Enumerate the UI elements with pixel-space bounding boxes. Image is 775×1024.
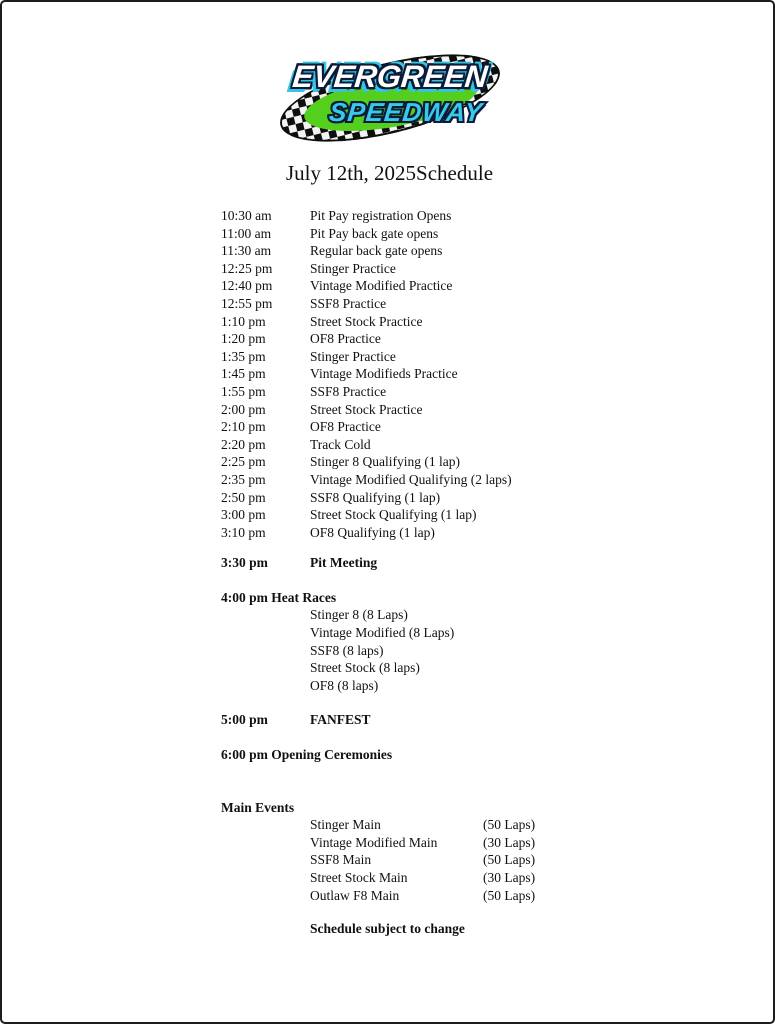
event-time: 2:25 pm (221, 454, 266, 470)
event-name: FANFEST (310, 712, 371, 728)
event-name: Track Cold (310, 436, 371, 452)
main-event-name: Stinger Main (310, 817, 381, 833)
event-name: Pit Pay back gate opens (310, 225, 439, 241)
heat-races-heading: 4:00 pm Heat Races (221, 589, 337, 605)
schedule-row (221, 471, 661, 489)
event-time: 1:35 pm (221, 348, 266, 364)
main-event-laps: (30 Laps) (483, 834, 536, 850)
event-time: 2:00 pm (221, 401, 266, 417)
schedule-row (221, 436, 661, 454)
main-event-laps: (50 Laps) (483, 817, 536, 833)
logo-text-evergreen: EVERGREEN (290, 59, 490, 94)
event-name: Street Stock Practice (310, 401, 423, 417)
event-name: Stinger 8 Qualifying (1 lap) (310, 454, 460, 470)
schedule-row (221, 313, 661, 331)
main-event-row (310, 816, 661, 834)
spacer (221, 694, 661, 711)
schedule-row (221, 506, 661, 524)
schedule-content (221, 207, 661, 938)
event-time: 5:00 pm (221, 712, 268, 728)
event-name: OF8 Practice (310, 331, 381, 347)
event-time: 11:00 am (221, 225, 272, 241)
schedule-row (221, 207, 661, 225)
footer-note: Schedule subject to change (310, 921, 465, 937)
schedule-row (221, 348, 661, 366)
event-time: 2:35 pm (221, 471, 266, 487)
schedule-row (221, 524, 661, 542)
event-time: 1:20 pm (221, 331, 266, 347)
main-event-row (310, 887, 661, 905)
main-event-laps: (50 Laps) (483, 887, 536, 903)
opening-ceremonies-heading: 6:00 pm Opening Ceremonies (221, 747, 393, 763)
event-name: Vintage Modified Practice (310, 278, 453, 294)
event-name: SSF8 Practice (310, 383, 387, 399)
page-title: July 12th, 2025Schedule (285, 161, 494, 185)
event-time: 1:10 pm (221, 313, 266, 329)
schedule-row (221, 383, 661, 401)
schedule-row (221, 277, 661, 295)
schedule-row (221, 418, 661, 436)
event-time: 12:25 pm (221, 260, 273, 276)
spacer (221, 904, 661, 920)
schedule-row (221, 295, 661, 313)
event-name: Pit Pay registration Opens (310, 208, 452, 223)
main-event-name: Vintage Modified Main (310, 834, 438, 850)
spacer (221, 729, 661, 746)
main-event-row (310, 869, 661, 887)
fanfest-row (221, 711, 661, 729)
schedule-row (221, 260, 661, 278)
event-time: 2:10 pm (221, 419, 266, 435)
event-time: 10:30 am (221, 208, 272, 223)
schedule-row (221, 242, 661, 260)
event-time: 3:00 pm (221, 507, 266, 523)
event-time: 2:50 pm (221, 489, 266, 505)
main-events-heading: Main Events (221, 799, 295, 815)
main-event-name: Street Stock Main (310, 870, 408, 885)
schedule-row (221, 330, 661, 348)
heat-race-item: Vintage Modified (8 Laps) (310, 625, 455, 641)
event-name: Street Stock Qualifying (1 lap) (310, 507, 477, 523)
heat-race-item: OF8 (8 laps) (310, 677, 379, 693)
schedule-row (221, 365, 661, 383)
main-event-laps: (50 Laps) (483, 852, 536, 868)
event-name: Street Stock Practice (310, 313, 423, 329)
main-event-row (310, 851, 661, 869)
main-event-row (310, 834, 661, 852)
event-name: SSF8 Qualifying (1 lap) (310, 489, 441, 505)
event-name: OF8 Practice (310, 419, 381, 435)
event-name: Stinger Practice (310, 260, 396, 276)
event-name: OF8 Qualifying (1 lap) (310, 524, 435, 540)
heat-race-item: Street Stock (8 laps) (310, 660, 420, 676)
spacer (221, 541, 661, 554)
main-event-name: SSF8 Main (310, 852, 372, 868)
event-time: 1:55 pm (221, 383, 266, 399)
evergreen-speedway-logo (269, 57, 511, 143)
pit-meeting-row (221, 554, 661, 572)
event-name: Stinger Practice (310, 348, 396, 364)
schedule-row (221, 401, 661, 419)
event-name: Pit Meeting (310, 555, 378, 571)
spacer (221, 764, 661, 799)
event-name: SSF8 Practice (310, 295, 387, 311)
schedule-row (221, 225, 661, 243)
main-event-name: Outlaw F8 Main (310, 887, 400, 903)
event-time: 12:40 pm (221, 278, 273, 294)
event-time: 1:45 pm (221, 366, 266, 382)
heat-race-item: SSF8 (8 laps) (310, 642, 384, 658)
event-time: 3:30 pm (221, 555, 268, 571)
event-time: 3:10 pm (221, 524, 266, 540)
event-name: Vintage Modifieds Practice (310, 366, 458, 382)
schedule-row (221, 489, 661, 507)
main-event-laps: (30 Laps) (483, 870, 536, 885)
event-name: Regular back gate opens (310, 243, 443, 259)
logo-text-speedway: SPEEDWAY (327, 97, 485, 127)
event-time: 11:30 am (221, 243, 272, 259)
event-name: Vintage Modified Qualifying (2 laps) (310, 471, 512, 487)
event-time: 2:20 pm (221, 436, 266, 452)
spacer (221, 572, 661, 589)
heat-race-item: Stinger 8 (8 Laps) (310, 607, 408, 623)
schedule-row (221, 453, 661, 471)
event-time: 12:55 pm (221, 295, 273, 311)
